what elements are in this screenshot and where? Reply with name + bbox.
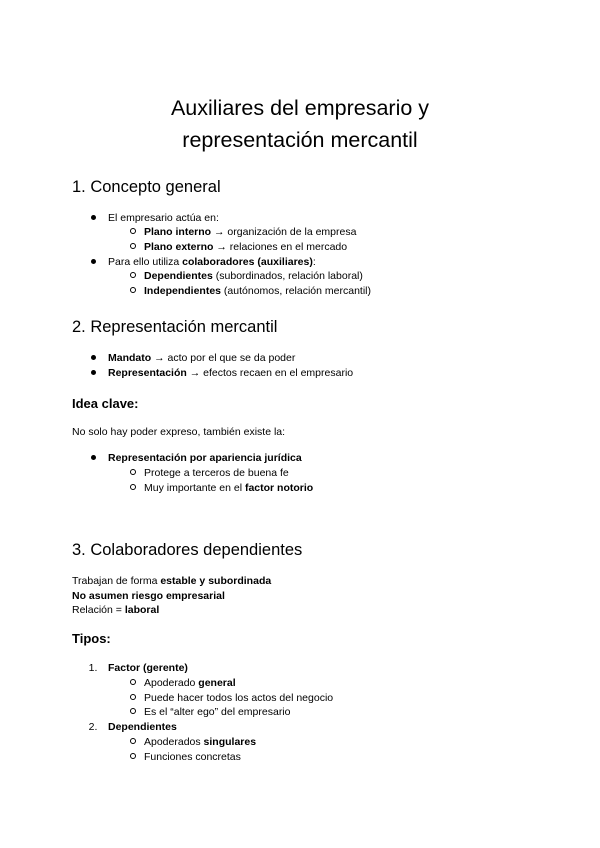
text-line: Relación = laboral (72, 604, 160, 616)
tipos-heading: Tipos: (72, 631, 111, 646)
circle-bullet-icon (126, 225, 140, 239)
list-item: Apoderados singulares (144, 735, 256, 749)
bullet-icon (86, 211, 100, 225)
document-title (0, 92, 600, 156)
circle-bullet-icon (126, 705, 140, 719)
bullet-icon (86, 451, 100, 465)
list-item: Muy importante en el factor notorio (144, 481, 313, 495)
circle-bullet-icon (126, 676, 140, 690)
list-number: 2. (88, 721, 98, 733)
section-1-heading: 1. Concepto general (72, 178, 221, 196)
section-2-heading: 2. Representación mercantil (72, 318, 278, 336)
list-item: Representación por apariencia jurídica (108, 451, 302, 465)
list-item: Plano externo → relaciones en el mercado (144, 240, 347, 254)
list-item: 1. Factor (gerente) (108, 661, 188, 675)
circle-bullet-icon (126, 750, 140, 764)
idea-clave-text: No solo hay poder expreso, también existe la: (72, 426, 286, 438)
circle-bullet-icon (126, 691, 140, 705)
list-item: Dependientes (subordinados, relación laboral) (144, 269, 363, 283)
list-item: Representación → efectos recaen en el empresario (108, 366, 353, 380)
bullet-icon (86, 366, 100, 380)
idea-clave-heading: Idea clave: (72, 396, 139, 411)
text-line: Trabajan de forma estable y subordinada (72, 575, 272, 587)
circle-bullet-icon (126, 735, 140, 749)
circle-bullet-icon (126, 481, 140, 495)
list-number: 1. (88, 662, 98, 674)
list-item: El empresario actúa en: (108, 211, 219, 225)
list-item: Para ello utiliza colaboradores (auxiliares): (108, 255, 316, 269)
circle-bullet-icon (126, 466, 140, 480)
list-item: Plano interno → organización de la empresa (144, 225, 356, 239)
list-item: Independientes (autónomos, relación mercantil) (144, 284, 371, 298)
list-item: 2. Dependientes (108, 720, 177, 734)
title-line-2: representación mercantil (182, 128, 418, 152)
list-item: Apoderado general (144, 676, 236, 690)
circle-bullet-icon (126, 269, 140, 283)
list-item: Mandato → acto por el que se da poder (108, 351, 295, 365)
circle-bullet-icon (126, 240, 140, 254)
bullet-icon (86, 255, 100, 269)
list-item: Funciones concretas (144, 750, 241, 764)
list-item: Puede hacer todos los actos del negocio (144, 691, 333, 705)
circle-bullet-icon (126, 284, 140, 298)
list-item: Protege a terceros de buena fe (144, 466, 289, 480)
text-line: No asumen riesgo empresarial (72, 590, 225, 602)
title-line-1: Auxiliares del empresario y (170, 96, 430, 120)
section-3-heading: 3. Colaboradores dependientes (72, 541, 303, 559)
bullet-icon (86, 351, 100, 365)
list-item: Es el “alter ego” del empresario (144, 705, 290, 719)
